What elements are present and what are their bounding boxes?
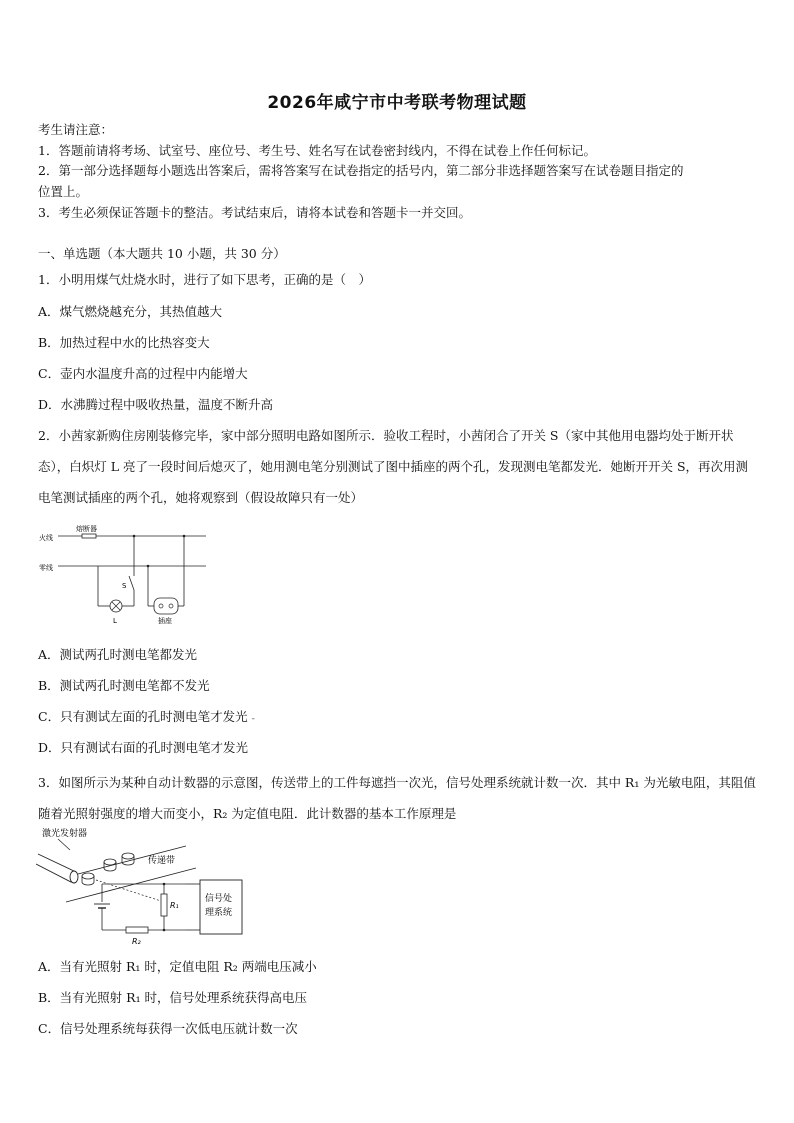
question-2-option-d: D．只有测试右面的孔时测电笔才发光 <box>38 740 249 755</box>
question-3-option-b: B．当有光照射 R₁ 时，信号处理系统获得高电压 <box>38 990 308 1005</box>
question-3-stem: 3．如图所示为某种自动计数器的示意图，传送带上的工件每遮挡一次光，信号处理系统就计数一次．其中 R₁ 为光敏电阻，其阻值随着光照射强度的增大而变小，R₂ 为定值电阻．此计数器的基本工作原理是 <box>38 775 756 821</box>
socket-hole-left <box>159 604 163 608</box>
question-1-stem: 1．小明用煤气灶烧水时，进行了如下思考，正确的是（ ） <box>38 272 371 287</box>
signal-system-label-1: 信号处 <box>205 894 233 904</box>
fuse-symbol <box>82 534 96 538</box>
question-2-option-a: A．测试两孔时测电笔都发光 <box>38 647 198 662</box>
workpiece-1 <box>104 859 116 865</box>
notice-item-2: 2．第一部分选择题每小题选出答案后，需将答案写在试卷指定的括号内，第二部分非选择题答案写在试卷题目指定的 <box>38 163 684 178</box>
live-junction-2 <box>183 535 186 538</box>
laser-label-pointer <box>58 839 70 850</box>
switch-label: S <box>122 582 127 590</box>
question-1-option-d: D．水沸腾过程中吸收热量，温度不断升高 <box>38 397 274 412</box>
notice-item-2-cont: 位置上。 <box>38 184 89 199</box>
live-junction <box>133 535 136 538</box>
socket-label: 插座 <box>158 617 172 625</box>
r1-label: R₁ <box>170 901 179 910</box>
switch-blade <box>129 576 134 590</box>
question-1-option-c: C．壶内水温度升高的过程中内能增大 <box>38 366 248 381</box>
r1-resistor <box>161 894 167 916</box>
belt-label: 传递带 <box>148 856 176 866</box>
question-2-option-b: B．测试两孔时测电笔都不发光 <box>38 678 210 693</box>
neutral-wire-label: 零线 <box>39 564 53 572</box>
question-1-option-a: A．煤气燃烧越充分，其热值越大 <box>38 304 223 319</box>
live-wire-label: 火线 <box>39 534 53 542</box>
socket-hole-right <box>169 604 173 608</box>
signal-system-box <box>200 880 242 934</box>
page-title: 2026年咸宁市中考联考物理试题 <box>267 93 527 113</box>
junction-bottom <box>163 929 166 932</box>
workpiece-2 <box>122 853 134 859</box>
section-heading: 一、单选题（本大题共 10 小题，共 30 分） <box>38 246 286 261</box>
junction-top <box>163 883 166 886</box>
workpiece-3 <box>82 873 94 879</box>
signal-system-label-2: 理系统 <box>205 908 233 918</box>
question-3-option-a: A．当有光照射 R₁ 时，定值电阻 R₂ 两端电压减小 <box>38 959 317 974</box>
laser-label: 激光发射器 <box>42 829 88 839</box>
neutral-junction <box>147 565 150 568</box>
r2-resistor <box>126 927 148 933</box>
r2-label: R₂ <box>132 937 141 946</box>
circuit-diagram <box>36 520 226 628</box>
question-1-option-b: B．加热过程中水的比热容变大 <box>38 335 210 350</box>
socket-symbol <box>154 598 178 614</box>
question-2-stem: 2．小茜家新购住房刚装修完毕，家中部分照明电路如图所示．验收工程时，小茜闭合了开关 S（家中其他用电器均处于断开状态），白炽灯 L 亮了一段时间后熄灭了，她用测电笔分别测试了图中插座的两个孔，发现测电笔都发光．她断开开关 S，再次用测电笔测试插座的两个孔，她将观察到（假设故障只有一处） <box>38 428 749 505</box>
laser-tip <box>70 871 78 883</box>
counter-diagram <box>36 824 256 948</box>
question-3-option-c: C．信号处理系统每获得一次低电压就计数一次 <box>38 1021 298 1036</box>
light-beam <box>96 880 164 902</box>
lamp-label: L <box>113 617 117 625</box>
question-2-option-c-text: C．只有测试左面的孔时测电笔才发光 <box>38 709 248 724</box>
notice-heading: 考生请注意： <box>38 122 114 137</box>
question-2-option-c <box>38 707 255 725</box>
stray-mark: - <box>251 714 255 724</box>
fuse-label: 熔断器 <box>76 525 97 533</box>
notice-item-3: 3．考生必须保证答题卡的整洁。考试结束后，请将本试卷和答题卡一并交回。 <box>38 205 471 220</box>
notice-item-1: 1．答题前请将考场、试室号、座位号、考生号、姓名写在试卷密封线内，不得在试卷上作任何标记。 <box>38 143 596 158</box>
